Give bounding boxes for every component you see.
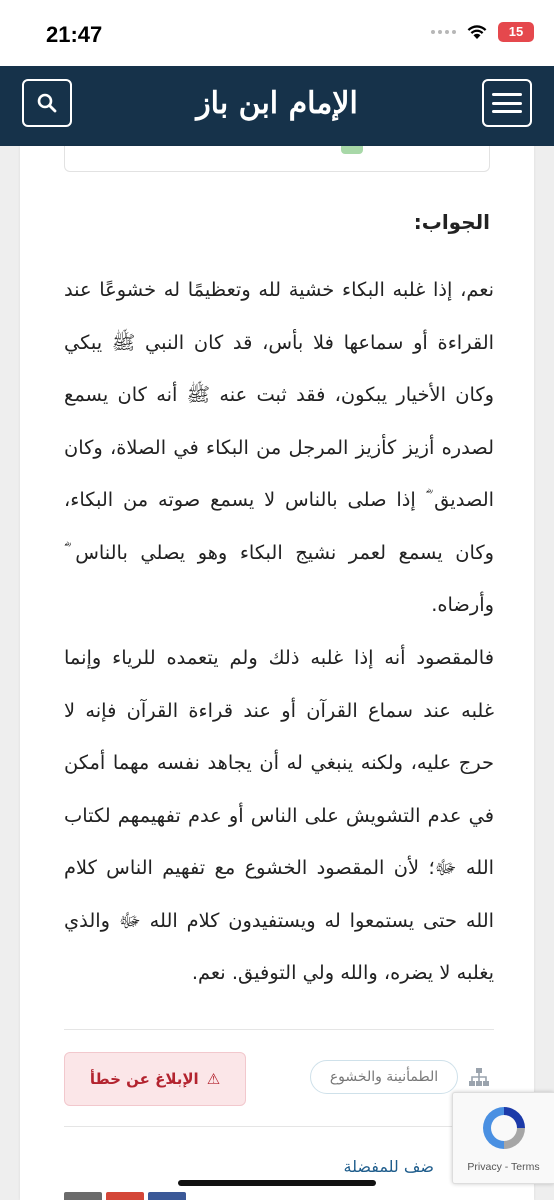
home-indicator [178,1180,376,1186]
warning-icon: ⚠ [206,1070,221,1088]
site-header [0,66,554,146]
wifi-icon [466,24,488,40]
share-google-button[interactable] [106,1192,144,1200]
share-email-button[interactable] [64,1192,102,1200]
search-icon [36,92,58,114]
previous-section-box [64,146,490,172]
previous-section-badge [341,146,363,154]
divider [64,1126,494,1127]
answer-heading: الجواب: [413,210,490,234]
status-time: 21:47 [46,22,103,47]
search-button[interactable] [22,79,72,127]
menu-button[interactable] [482,79,532,127]
share-facebook-button[interactable] [148,1192,186,1200]
status-icons [431,22,534,42]
topic-tag[interactable]: الطمأنينة والخشوع [310,1060,458,1094]
recaptcha-icon [477,1101,531,1155]
divider [64,1029,494,1030]
sitemap-icon [468,1066,490,1088]
hamburger-menu-icon [492,93,522,113]
report-error-label: الإبلاغ عن خطأ [89,1070,199,1088]
add-to-favorites-link[interactable]: ضف للمفضلة [343,1157,434,1176]
status-bar [0,0,554,66]
article-card [20,146,534,1200]
recaptcha-privacy-terms[interactable]: Privacy - Terms [467,1161,540,1173]
signal-dots-icon [431,30,456,34]
battery-icon: 15 [498,22,534,42]
share-buttons [64,1192,186,1200]
site-logo[interactable]: الإمام ابن باز [196,86,358,121]
recaptcha-badge[interactable] [452,1092,554,1184]
answer-paragraph-2: فالمقصود أنه إذا غلبه ذلك ولم يتعمده للرياء وإنما غلبه عند سماع القرآن أو عند قراءة القرآن فإنه لا حرج عليه، ولكنه ينبغي له أن يجاهد نفسه مهما أمكن في عدم التشويش على الناس أو عدم تفهيمهم لكتاب الله ﷻ؛ لأن المقصود الخشوع مع تفهيم الناس كلام الله حتى يستمعوا له ويستفيدون كلام الله ﷻ والذي يغلبه لا يضره، والله ولي التوفيق. نعم. [64,646,494,984]
report-error-button[interactable] [64,1052,246,1106]
answer-paragraph-1: نعم، إذا غلبه البكاء خشية لله وتعظيمًا له خشوعًا عند القراءة أو سماعها فلا بأس، قد كان النبي ﷺ يبكي وكان الأخيار يبكون، فقد ثبت عنه ﷺ أنه كان يسمع لصدره أزيز كأزيز المرجل من البكاء في الصلاة، وكان الصديق ؓ إذا صلى بالناس لا يسمع صوته من البكاء، وكان يسمع لعمر نشيج البكاء وهو يصلي بالناس ؓ وأرضاه. [64,278,494,616]
